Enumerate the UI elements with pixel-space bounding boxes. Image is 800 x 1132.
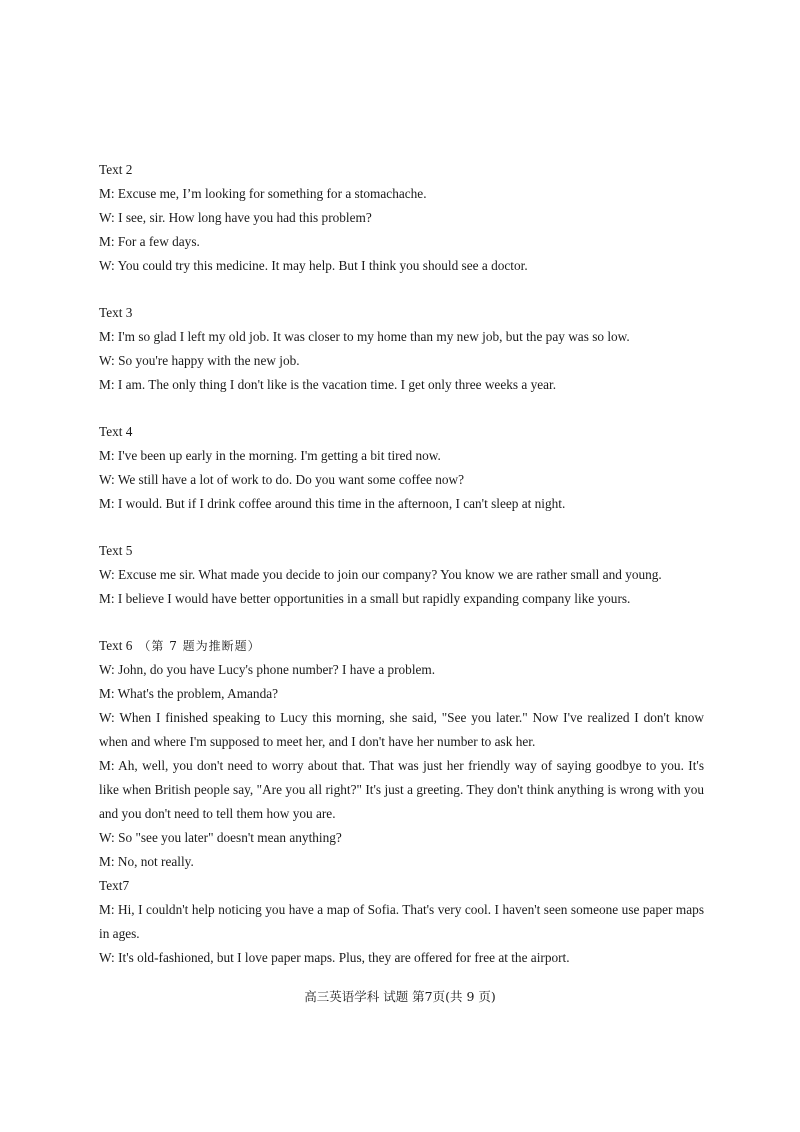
dialogue-line: M: Ah, well, you don't need to worry about that. That was just her friendly way of saying goodbye to you. It's like when British people say, "Are you all right?" It's just a greeting. They don't think anything is wrong with you and you don't need to tell them how you are. [99, 758, 704, 821]
page-footer: 高三英语学科 试题 第7页(共 9 页) [304, 989, 496, 1004]
text6-inference-note: （第 7 题为推断题） [138, 639, 261, 653]
text4-heading: Text 4 [99, 424, 133, 439]
dialogue-line: M: I am. The only thing I don't like is the vacation time. I get only three weeks a year. [99, 377, 557, 392]
text2-heading: Text 2 [99, 162, 133, 177]
text6-heading: Text 6 [99, 638, 133, 653]
dialogue-line: M: Hi, I couldn't help noticing you have a map of Sofia. That's very cool. I haven't seen someone use paper maps in ages. [99, 902, 704, 941]
text4-section [99, 420, 704, 516]
dialogue-line: W: It's old-fashioned, but I love paper maps. Plus, they are offered for free at the airport. [99, 950, 570, 965]
dialogue-line: W: I see, sir. How long have you had this problem? [99, 210, 372, 225]
dialogue-line: M: I've been up early in the morning. I'm getting a bit tired now. [99, 448, 441, 463]
dialogue-line: W: We still have a lot of work to do. Do you want some coffee now? [99, 472, 465, 487]
text2-section [99, 158, 704, 278]
dialogue-line: M: I'm so glad I left my old job. It was closer to my home than my new job, but the pay was so low. [99, 329, 630, 344]
dialogue-line: W: You could try this medicine. It may help. But I think you should see a doctor. [99, 258, 528, 273]
text5-heading: Text 5 [99, 543, 133, 558]
text5-section [99, 539, 704, 611]
dialogue-line: M: I would. But if I drink coffee around this time in the afternoon, I can't sleep at night. [99, 496, 566, 511]
dialogue-line: M: What's the problem, Amanda? [99, 686, 279, 701]
text7-section [99, 874, 704, 970]
text3-section [99, 301, 704, 397]
dialogue-line: M: For a few days. [99, 234, 200, 249]
dialogue-line: W: So you're happy with the new job. [99, 353, 300, 368]
dialogue-line: M: Excuse me, I’m looking for something for a stomachache. [99, 186, 427, 201]
text6-heading-row [99, 634, 704, 658]
text6-section [99, 634, 704, 874]
dialogue-line: W: Excuse me sir. What made you decide to join our company? You know we are rather small and young. [99, 567, 662, 582]
text7-heading: Text7 [99, 878, 130, 893]
text3-heading: Text 3 [99, 305, 133, 320]
transcript-page [99, 158, 704, 970]
dialogue-line: W: So "see you later" doesn't mean anything? [99, 830, 342, 845]
dialogue-line: W: John, do you have Lucy's phone number? I have a problem. [99, 662, 436, 677]
dialogue-line: M: I believe I would have better opportunities in a small but rapidly expanding company like yours. [99, 591, 631, 606]
dialogue-line: M: No, not really. [99, 854, 194, 869]
dialogue-line: W: When I finished speaking to Lucy this morning, she said, "See you later." Now I've realized I don't know when and where I'm supposed to meet her, and I don't have her number to ask her. [99, 710, 704, 749]
